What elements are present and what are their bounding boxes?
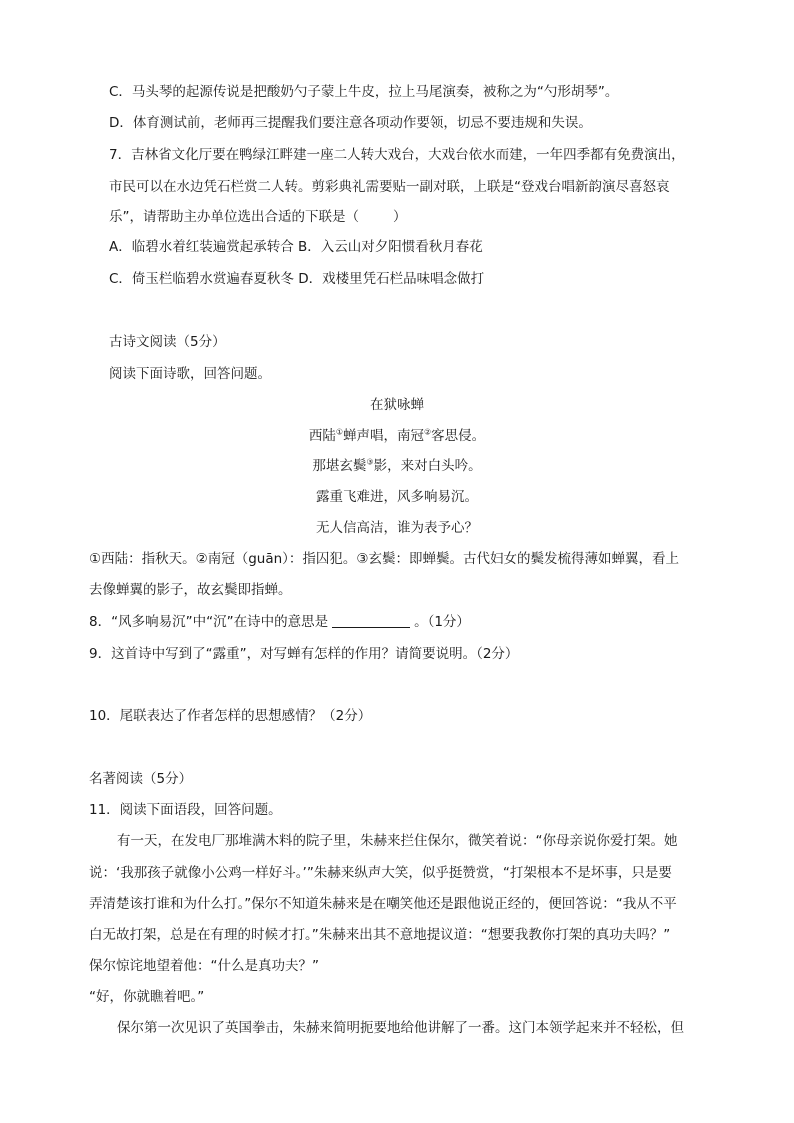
poem-notes-line1: ①西陆：指秋天。②南冠（guān）：指囚犯。③玄鬓：即蝉鬓。古代妇女的鬓发梳得薄如蝉翼，看上 (89, 551, 680, 567)
q7-options-cd: C．倚玉栏临碧水赏遍春夏秋冬 D．戏楼里凭石栏品味唱念做打 (109, 271, 485, 287)
q7-options-ab: A．临碧水着红装遍赏起承转合 B．入云山对夕阳惯看秋月春花 (109, 239, 483, 255)
q7-stem-line3-text: 乐”，请帮助主办单位选出合适的下联是（ (109, 209, 359, 225)
poem-line-2-part-b: 影，来对白头吟。 (373, 458, 482, 474)
footnote-marker-3: ③ (366, 457, 374, 467)
poem-title: 在狱咏蝉 (370, 397, 424, 413)
q10: 10．尾联表达了作者怎样的思想感情？（2分） (89, 708, 372, 724)
poem-line-2-part-a: 那堪玄鬓 (312, 458, 367, 474)
footnote-marker-1: ① (335, 427, 343, 437)
q6-option-d: D．体育测试前，老师再三提醒我们要注意各项动作要领，切忌不要违规和失误。 (109, 115, 592, 131)
q6-option-c: C．马头琴的起源传说是把酸奶勺子蒙上牛皮，拉上马尾演奏，被称之为“勺形胡琴”。 (109, 84, 619, 100)
poem-line-1-part-c: 客思侵。 (431, 428, 486, 444)
passage-p1-line4: 白无故打架，总是在有理的时候才打。”朱赫来出其不意地提议道：“想要我教你打架的真功夫吗？” (89, 927, 671, 943)
classics-section-title: 名著阅读（5分） (89, 771, 193, 787)
passage-p1-line3: 弄清楚该打谁和为什么打。”保尔不知道朱赫来是在嘲笑他还是跟他说正经的，便回答说：“我从不平 (89, 896, 677, 912)
poetry-instruction: 阅读下面诗歌，回答问题。 (109, 366, 271, 382)
q8-text: 8．“风多响易沉”中“沉”在诗中的意思是 (89, 614, 329, 630)
q9: 9．这首诗中写到了“露重”，对写蝉有怎样的作用？请简要说明。（2分） (89, 646, 519, 662)
poem-line-2 (0, 456, 794, 476)
passage-p2: “好，你就瞧着吧。” (89, 989, 205, 1005)
q8 (89, 612, 470, 632)
passage-p1-line1: 有一天，在发电厂那堆满木料的院子里，朱赫来拦住保尔，微笑着说：“你母亲说你爱打架。她 (117, 833, 678, 849)
passage-p3-line1: 保尔第一次见识了英国拳击，朱赫来简明扼要地给他讲解了一番。这门本领学起来并不轻松，但 (117, 1020, 684, 1036)
poem-line-1-part-a: 西陆 (308, 428, 336, 444)
poem-line-1 (0, 426, 794, 446)
q7-answer-bracket-close: ） (393, 209, 407, 225)
passage-p1-line5: 保尔惊诧地望着他：“什么是真功夫？” (89, 958, 319, 974)
q7-stem-line3 (109, 207, 407, 227)
q8-answer-blank[interactable] (332, 613, 410, 628)
passage-p1-line2: 说：‘我那孩子就像小公鸡一样好斗。’”朱赫来纵声大笑，似乎挺赞赏，“打架根本不是坏事，只是要 (89, 865, 672, 881)
poem-line-1-part-b: 蝉声唱，南冠 (343, 428, 424, 444)
footnote-marker-2: ② (424, 427, 432, 437)
poem-notes-line2: 去像蝉翼的影子，故玄鬓即指蝉。 (89, 582, 292, 598)
q7-stem-line2: 市民可以在水边凭石栏赏二人转。剪彩典礼需要贴一副对联，上联是“登戏台唱新韵演尽喜怒哀 (109, 179, 670, 195)
q8-score: 。（1分） (414, 614, 470, 630)
poem-line-3: 露重飞难进，风多响易沉。 (316, 489, 478, 505)
q7-stem-line1: 7．吉林省文化厅要在鸭绿江畔建一座二人转大戏台，大戏台依水而建，一年四季都有免费演出， (109, 147, 685, 163)
poetry-section-title: 古诗文阅读（5分） (109, 334, 226, 350)
q11: 11．阅读下面语段，回答问题。 (89, 802, 282, 818)
poem-line-4: 无人信高洁，谁为表予心？ (316, 520, 478, 536)
